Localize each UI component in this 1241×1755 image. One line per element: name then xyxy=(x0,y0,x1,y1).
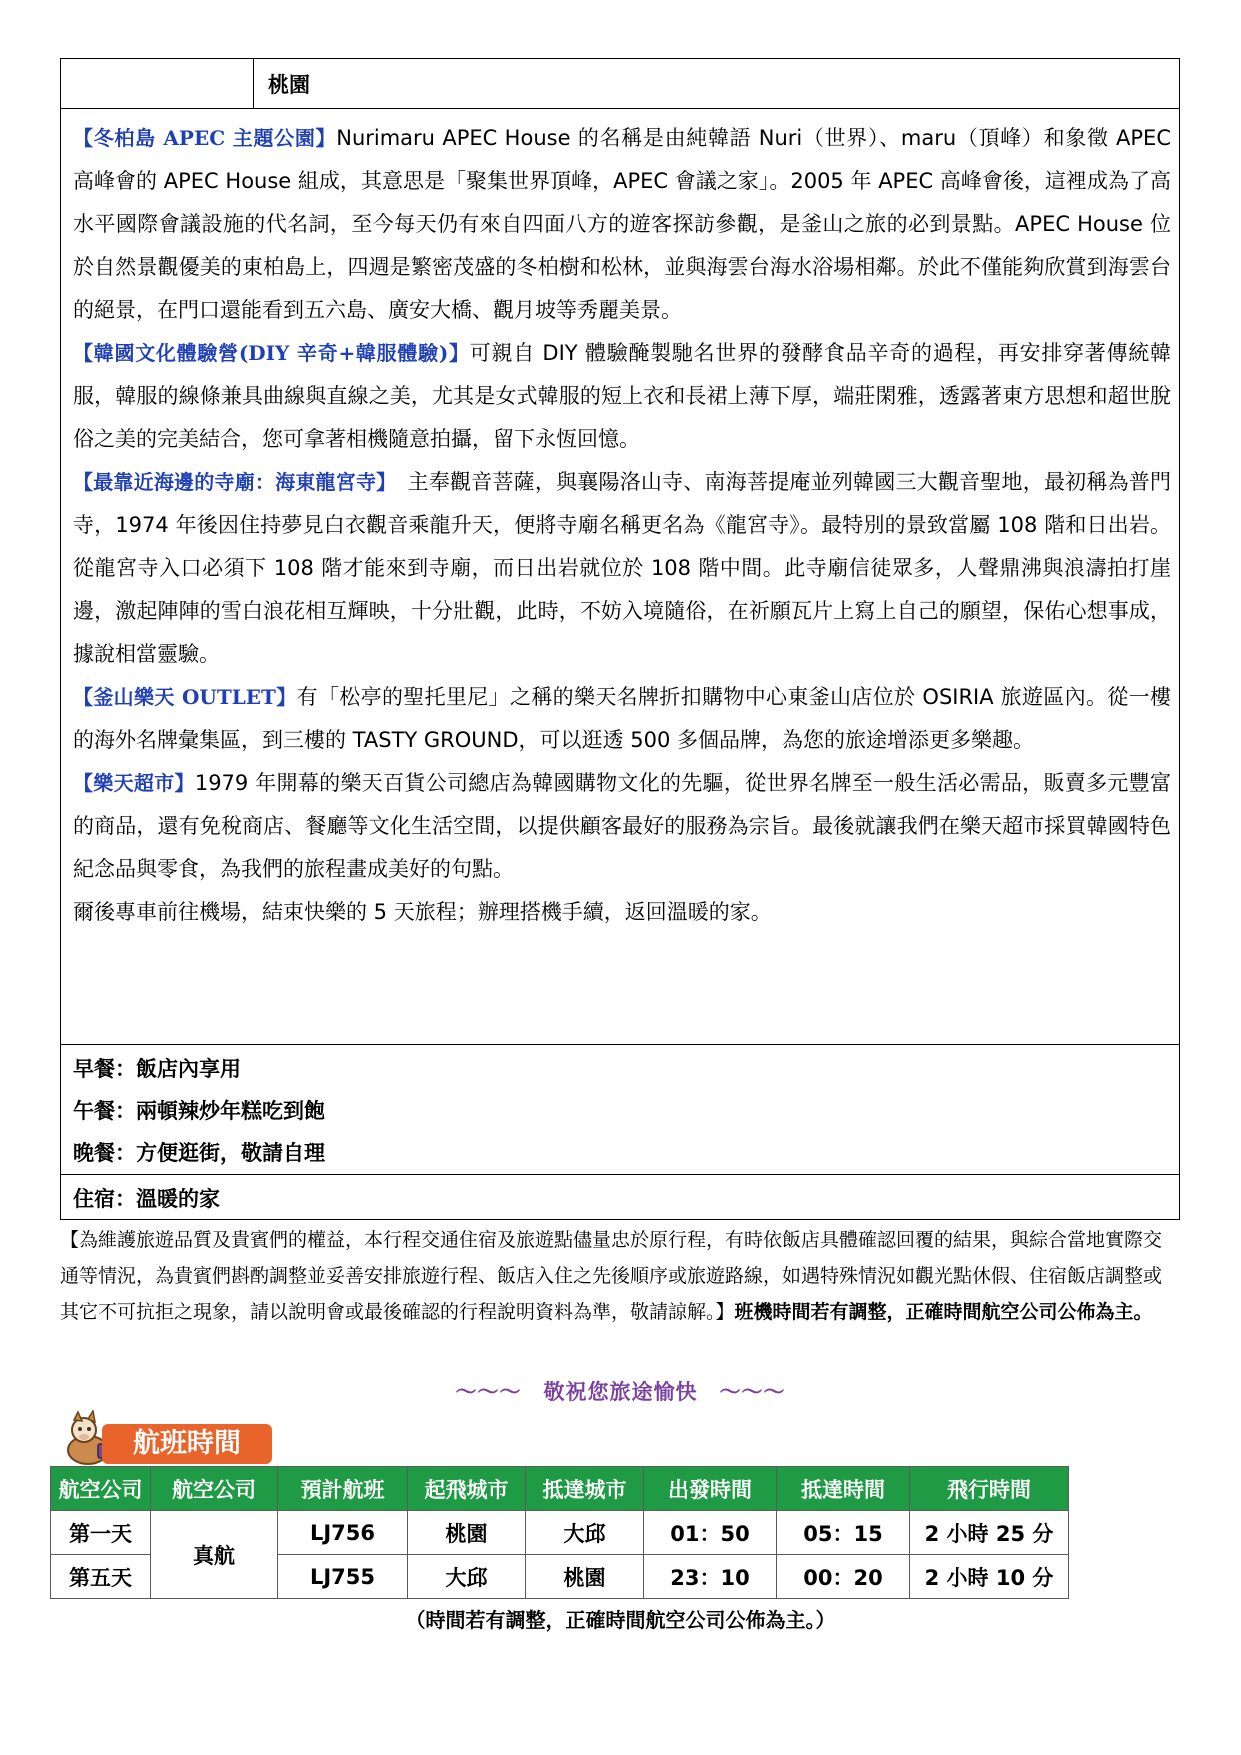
departure-city-cell: 桃園 xyxy=(408,1511,526,1555)
paragraph-title: 【冬柏島 APEC 主題公園】 xyxy=(73,126,337,150)
flight-time-label: 航班時間 xyxy=(102,1424,272,1464)
paragraph-text: 主奉觀音菩薩，與襄陽洛山寺、南海菩提庵並列韓國三大觀音聖地，最初稱為普門寺，1974 年後因住持夢見白衣觀音乘龍升天，便將寺廟名稱更名為《龍宮寺》。最特別的景致當屬 108 階和日出岩。從龍宮寺入口必須下 108 階才能來到寺廟，而日出岩就位於 108 階中間。此寺廟信徒眾多，人聲鼎沸與浪濤拍打崖邊，激起陣陣的雪白浪花相互輝映，十分壯觀，此時，不妨入境隨俗，在祈願瓦片上寫上自己的願望，保佑心想事成，據說相當靈驗。 xyxy=(73,470,1172,666)
paragraph-text: 有「松亭的聖托里尼」之稱的樂天名牌折扣購物中心東釜山店位於 OSIRIA 旅遊區內。從一樓的海外名牌彙集區，到三樓的 TASTY GROUND，可以逛透 500 多個品牌，為您的旅途增添更多樂趣。 xyxy=(73,685,1171,752)
arrival-city-cell: 桃園 xyxy=(526,1555,644,1599)
arrival-city-cell: 大邱 xyxy=(526,1511,644,1555)
paragraph-title: 【樂天超市】 xyxy=(73,771,195,795)
paragraph-title: 【釜山樂天 OUTLET】 xyxy=(73,685,297,709)
accommodation-info: 住宿：溫暖的家 xyxy=(73,1187,220,1211)
paragraph-apec xyxy=(73,117,1171,332)
paragraph-temple xyxy=(73,461,1171,676)
column-header: 抵達城市 xyxy=(526,1467,644,1511)
lunch-info: 午餐：兩頓辣炒年糕吃到飽 xyxy=(73,1099,325,1123)
duration-cell: 2 小時 25 分 xyxy=(910,1511,1069,1555)
paragraph-culture-camp xyxy=(73,332,1171,461)
airline-cell: 真航 xyxy=(151,1511,278,1599)
itinerary-description xyxy=(73,117,1171,934)
arrival-time-cell: 00：20 xyxy=(777,1555,910,1599)
notice-body: 【為維護旅遊品質及貴賓們的權益，本行程交通住宿及旅遊點儘量忠於原行程，有時依飯店具體確認回覆的結果，與綜合當地實際交通等情況，為貴賓們斟酌調整並妥善安排旅遊行程、飯店入住之先後順序或旅遊路線，如遇特殊情況如觀光點休假、住宿飯店調整或其它不可抗拒之現象，請以說明會或最後確認的行程說明資料為準，敬請諒解。】 xyxy=(60,1229,1163,1323)
paragraph-outlet xyxy=(73,676,1171,762)
departure-city-cell: 大邱 xyxy=(408,1555,526,1599)
column-header: 抵達時間 xyxy=(777,1467,910,1511)
departure-time-cell: 01：50 xyxy=(644,1511,777,1555)
column-header: 航空公司 xyxy=(51,1467,151,1511)
notice-bold: 班機時間若有調整，正確時間航空公司公佈為主。 xyxy=(734,1301,1153,1323)
accommodation-row xyxy=(61,1174,1179,1219)
column-header: 航空公司 xyxy=(151,1467,278,1511)
meals-section xyxy=(61,1044,1179,1174)
flight-time-badge xyxy=(60,1410,280,1468)
paragraph-title: 【最靠近海邊的寺廟：海東龍宮寺】 xyxy=(73,470,387,494)
flight-table-header xyxy=(51,1467,1069,1511)
flight-number-cell: LJ756 xyxy=(278,1511,408,1555)
itinerary-header-row xyxy=(61,59,1179,109)
paragraph-supermarket xyxy=(73,762,1171,891)
flight-table xyxy=(50,1466,1069,1599)
day-cell: 第一天 xyxy=(51,1511,151,1555)
column-header: 起飛城市 xyxy=(408,1467,526,1511)
flight-number-cell: LJ755 xyxy=(278,1555,408,1599)
notice-text xyxy=(60,1222,1180,1330)
arrival-time-cell: 05：15 xyxy=(777,1511,910,1555)
paragraph-text: 爾後專車前往機場，結束快樂的 5 天旅程；辦理搭機手續，返回溫暖的家。 xyxy=(73,900,772,924)
paragraph-text: Nurimaru APEC House 的名稱是由純韓語 Nuri（世界）、maru（頂峰）和象徵 APEC 高峰會的 APEC House 組成，其意思是「聚集世界頂峰，APEC 會議之家」。2005 年 APEC 高峰會後，這裡成為了高水平國際會議設施的代名詞，至今每天仍有來自四面八方的遊客探訪參觀，是釜山之旅的必到景點。APEC House 位於自然景觀優美的東柏島上，四週是繁密茂盛的冬柏樹和松林，並與海雲台海水浴場相鄰。於此不僅能夠欣賞到海雲台的絕景，在門口還能看到五六島、廣安大橋、觀月坡等秀麗美景。 xyxy=(73,126,1171,322)
paragraph-return xyxy=(73,891,1171,934)
breakfast-info: 早餐：飯店內享用 xyxy=(73,1057,241,1081)
departure-time-cell: 23：10 xyxy=(644,1555,777,1599)
dinner-info: 晚餐：方便逛街，敬請自理 xyxy=(73,1141,325,1165)
itinerary-table xyxy=(60,58,1180,1220)
day-cell: 第五天 xyxy=(51,1555,151,1599)
table-row xyxy=(51,1511,1069,1555)
itinerary-header-city: 桃園 xyxy=(268,73,310,97)
travel-wish: ～～～ 敬祝您旅途愉快 ～～～ xyxy=(455,1380,786,1404)
paragraph-title: 【韓國文化體驗營(DIY 辛奇+韓服體驗)】 xyxy=(73,341,470,365)
flight-time-note: （時間若有調整，正確時間航空公司公佈為主。） xyxy=(405,1608,836,1632)
column-header: 預計航班 xyxy=(278,1467,408,1511)
paragraph-text: 可親自 DIY 體驗醃製馳名世界的發酵食品辛奇的過程，再安排穿著傳統韓服，韓服的線條兼具曲線與直線之美，尤其是女式韓服的短上衣和長裙上薄下厚，端莊閑雅，透露著東方思想和超世脫俗之美的完美結合，您可拿著相機隨意拍攝，留下永恆回憶。 xyxy=(73,341,1172,451)
column-header: 飛行時間 xyxy=(910,1467,1069,1511)
paragraph-text: 1979 年開幕的樂天百貨公司總店為韓國購物文化的先驅，從世界名牌至一般生活必需品，販賣多元豐富的商品，還有免稅商店、餐廳等文化生活空間，以提供顧客最好的服務為宗旨。最後就讓我們在樂天超市採買韓國特色紀念品與零食，為我們的旅程畫成美好的句點。 xyxy=(73,771,1171,881)
itinerary-header-left-cell xyxy=(61,59,254,108)
duration-cell: 2 小時 10 分 xyxy=(910,1555,1069,1599)
column-header: 出發時間 xyxy=(644,1467,777,1511)
